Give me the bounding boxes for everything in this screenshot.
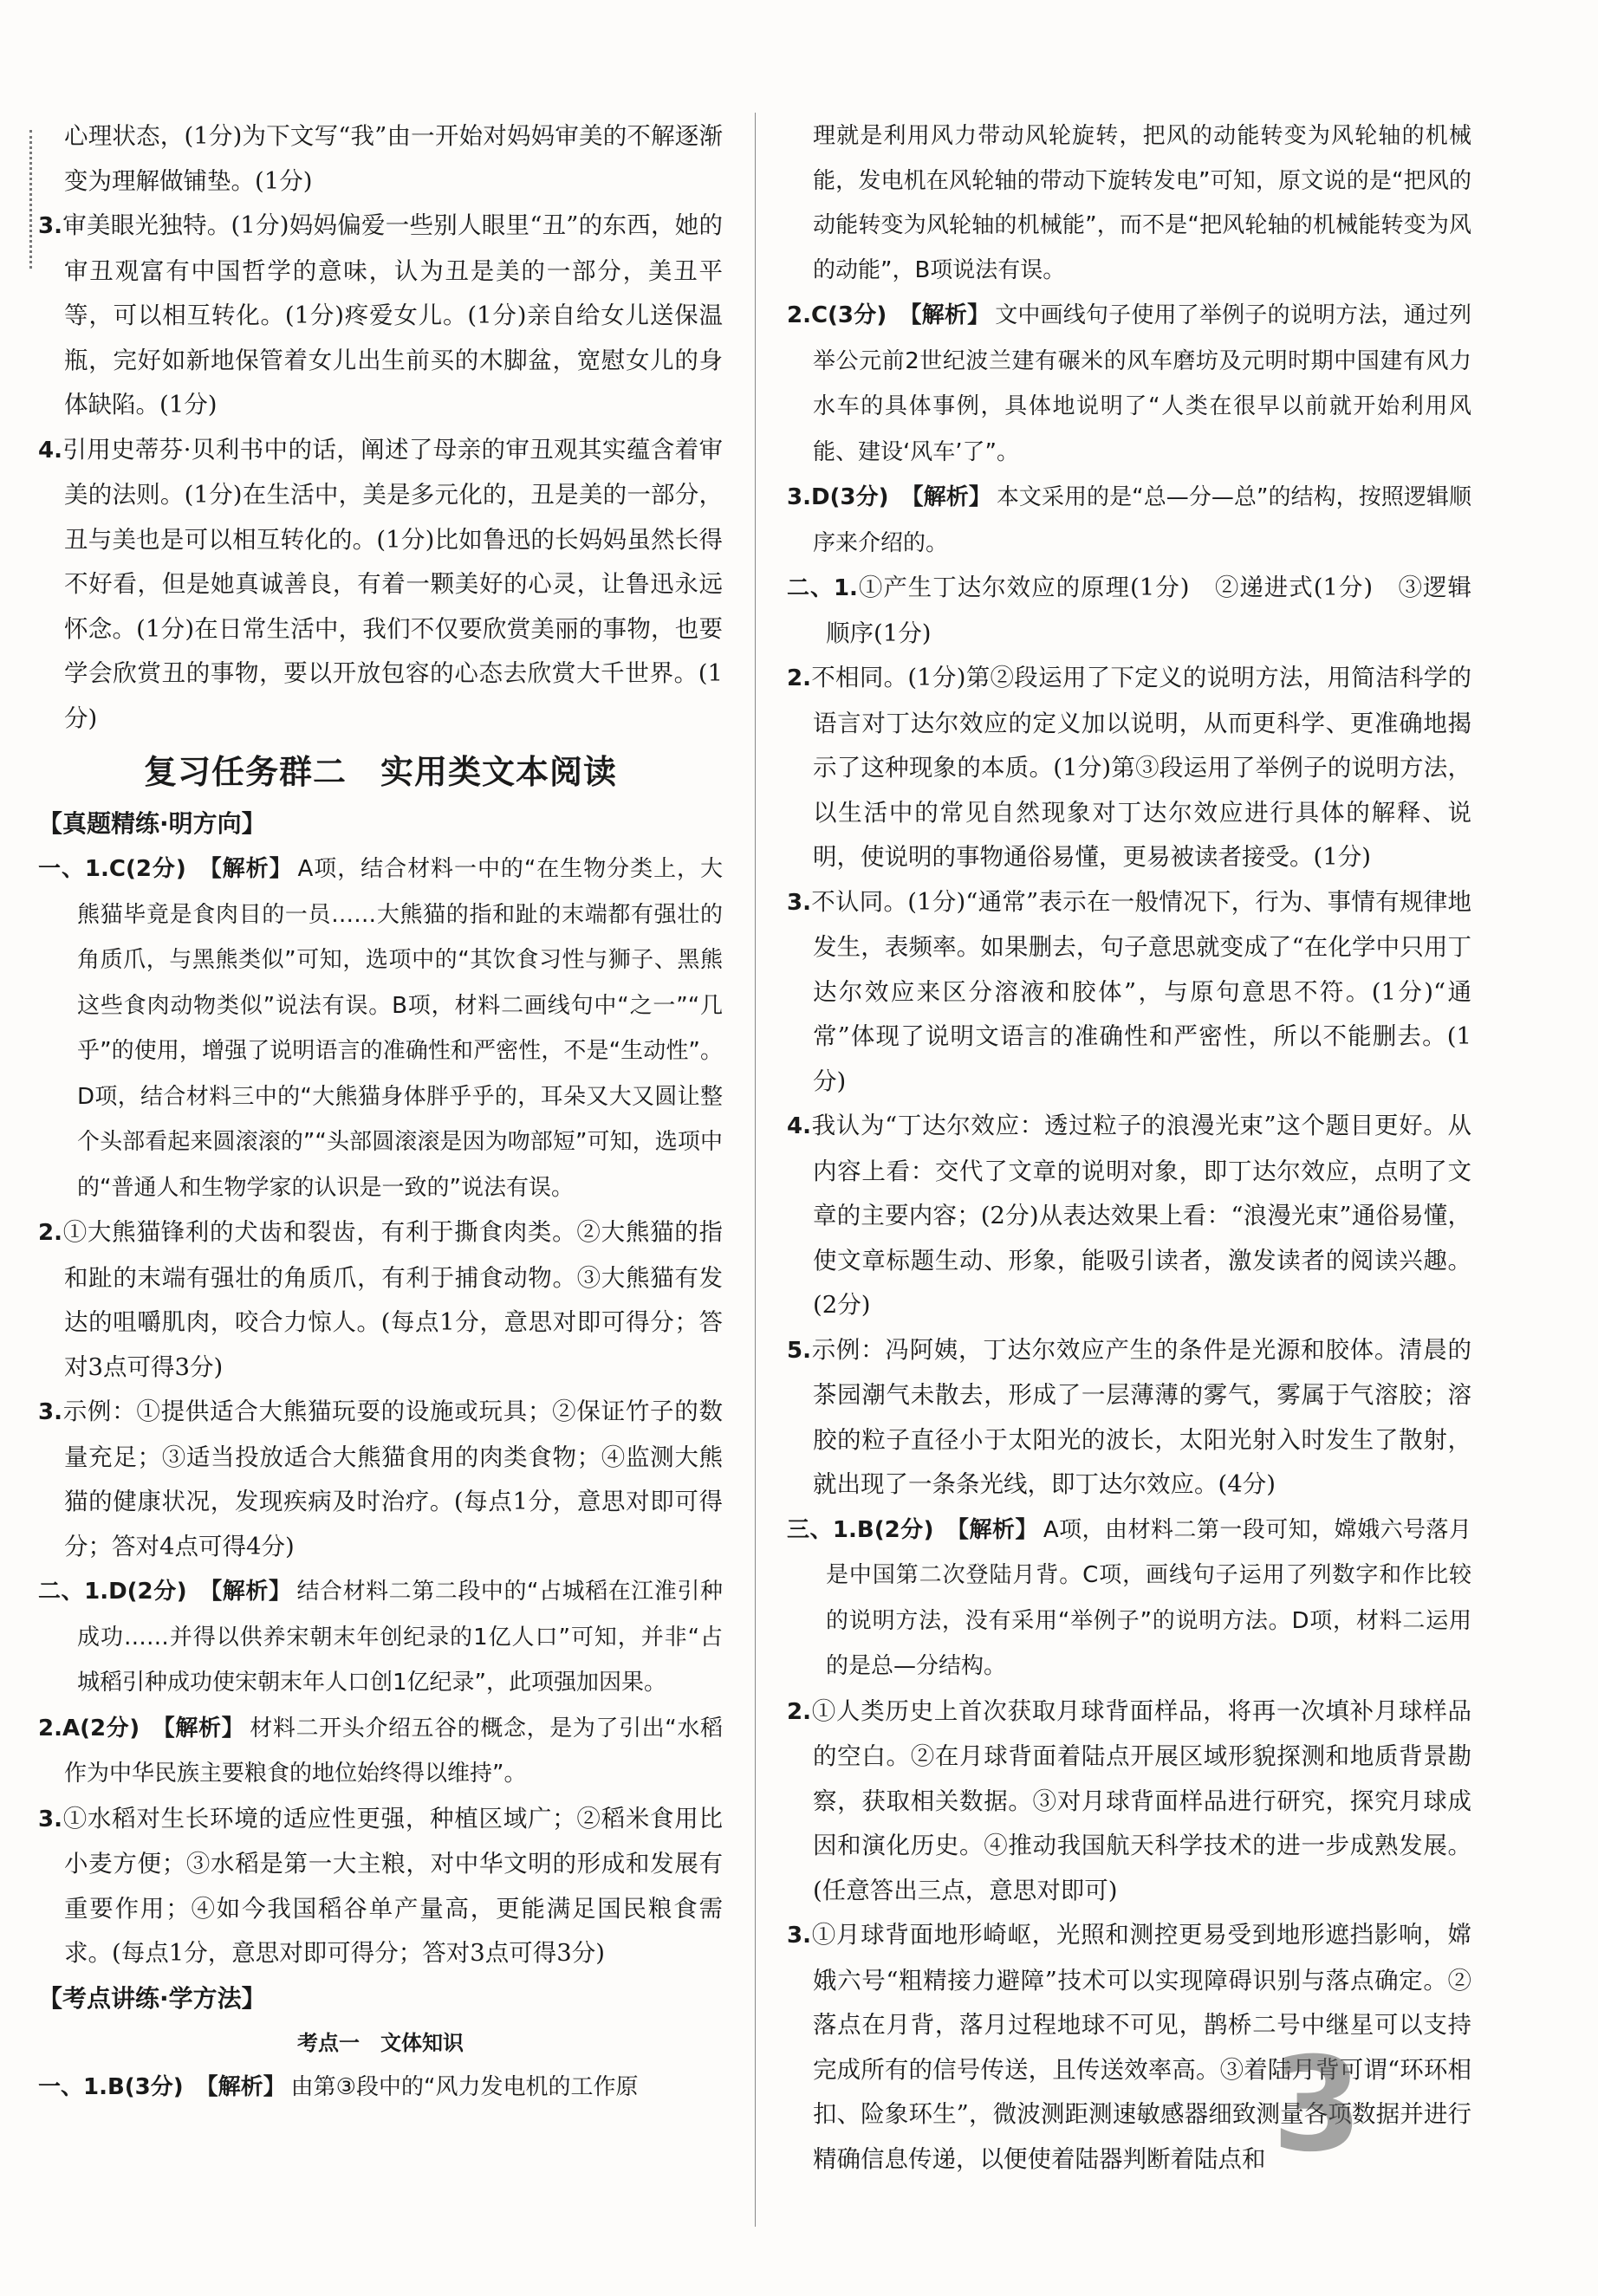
answer-item-k2-4: 4.我认为“丁达尔效应：透过粒子的浪漫光束”这个题目更好。从内容上看：交代了文章的说明对象，即丁达尔效应，点明了文章的主要内容；(2分)从表达效果上看：“浪漫光束”通俗易懂，使文章标题生动、形象，能吸引读者，激发读者的阅读兴趣。(2分) [787, 1112, 1471, 1319]
margin-dotted-rule [29, 130, 32, 269]
answer-item-2-1: 二、1.D(2分) 【解析】 结合材料二第二段中的“占城稻在江淮引种成功……并得以供养宋朝末年创纪录的1亿人口”可知，并非“占城稻引种成功使宋朝末年人口创1亿纪录”，此项强加因果。 [38, 1579, 723, 1696]
answer-item-4: 4.引用史蒂芬·贝利书中的话，阐述了母亲的审丑观其实蕴含着审美的法则。(1分)在生活中，美是多元化的，丑是美的一部分，丑与美也是可以相互转化的。(1分)比如鲁迅的长妈妈虽然长得不好看，但是她真诚善良，有着一颗美好的心灵，让鲁迅永远怀念。(1分)在日常生活中，我们不仅要欣赏美丽的事物，也要学会欣赏丑的事物，要以开放包容的心态去欣赏大千世界。(1分) [38, 435, 723, 732]
answer-item-1-3: 3.示例：①提供适合大熊猫玩耍的设施或玩具；②保证竹子的数量充足；③适当投放适合大熊猫食用的肉类食物；④监测大熊猫的健康状况，发现疾病及时治疗。(每点1分，意思对即可得分；答对4点可得4分) [38, 1398, 723, 1560]
page-number: 3 [1271, 2030, 1363, 2181]
sub-heading-point-one: 考点一 文体知识 [297, 2030, 464, 2055]
answer-paragraph-continued: 理就是利用风力带动风轮旋转，把风的动能转变为风轮轴的机械能，发电机在风轮轴的带动下旋转发电”可知，原文说的是“把风的动能转变为风轮轴的机械能”，而不是“把风轮轴的机械能转变为风的动能”，B项说法有误。 [813, 123, 1471, 283]
right-column [787, 114, 1471, 2182]
answer-item-k2-1: 二、1.①产生丁达尔效应的原理(1分) ②递进式(1分) ③逻辑顺序(1分) [787, 574, 1471, 647]
answer-item-2-3: 3.①水稻对生长环境的适应性更强，种植区域广；②稻米食用比小麦方便；③水稻是第一大主粮，对中华文明的形成和发展有重要作用；④如今我国稻谷单产量高，更能满足国民粮食需求。(每点1分，意思对即可得分；答对3点可得3分) [38, 1804, 723, 1967]
answer-item-k1-3: 3.D(3分) 【解析】 本文采用的是“总—分—总”的结构，按照逻辑顺序来介绍的。 [787, 484, 1471, 556]
answer-item-2-2: 2.A(2分) 【解析】 材料二开头介绍五谷的概念，是为了引出“水稻作为中华民族主要粮食的地位始终得以维持”。 [38, 1715, 723, 1787]
answer-item-1-1: 一、1.C(2分) 【解析】 A项，结合材料一中的“在生物分类上，大熊猫毕竟是食肉目的一员……大熊猫的指和趾的末端都有强壮的角质爪，与黑熊类似”可知，选项中的“其饮食习性与狮子、黑熊这些食肉动物类似”说法有误。B项，材料二画线句中“之一”“几乎”的使用，增强了说明语言的准确性和严密性，不是“生动性”。D项，结合材料三中的“大熊猫身体胖乎乎的，耳朵又大又圆让整个头部看起来圆滚滚的”“头部圆滚滚是因为吻部短”可知，选项中的“普通人和生物学家的认识是一致的”说法有误。 [38, 856, 723, 1201]
answer-item-1-2: 2.①大熊猫锋利的犬齿和裂齿，有利于撕食肉类。②大熊猫的指和趾的末端有强壮的角质爪，有利于捕食动物。③大熊猫有发达的咀嚼肌肉，咬合力惊人。(每点1分，意思对即可得分；答对3点可得3分) [38, 1218, 723, 1381]
column-divider [755, 113, 756, 2227]
answer-item-k3-3: 3.①月球背面地形崎岖，光照和测控更易受到地形遮挡影响，嫦娥六号“粗精接力避障”技术可以实现障碍识别与落点确定。②落点在月背，落月过程地球不可见，鹊桥二号中继星可以支持完成所有的信号传送，且传送效率高。③着陆月背可谓“环环相扣、险象环生”，微波测距测速敏感器细致测量各项数据并进行精确信息传递，以便使着陆器判断着陆点和 [787, 1921, 1471, 2173]
left-column [38, 114, 723, 2110]
answer-item-k3-1: 三、1.B(2分) 【解析】 A项，由材料二第一段可知，嫦娥六号落月是中国第二次登陆月背。C项，画线句子运用了列数字和作比较的说明方法，没有采用“举例子”的说明方法。D项，材料二运用的是总—分结构。 [787, 1516, 1471, 1679]
answer-item-k3-2: 2.①人类历史上首次获取月球背面样品，将再一次填补月球样品的空白。②在月球背面着陆点开展区域形貌探测和地质背景勘察，获取相关数据。③对月球背面样品进行研究，探究月球成因和演化历史。④推动我国航天科学技术的进一步成熟发展。(任意答出三点，意思对即可) [787, 1696, 1471, 1904]
answer-item-3: 3.审美眼光独特。(1分)妈妈偏爱一些别人眼里“丑”的东西，她的审丑观富有中国哲学的意味，认为丑是美的一部分，美丑平等，可以相互转化。(1分)疼爱女儿。(1分)亲自给女儿送保温瓶，完好如新地保管着女儿出生前买的木脚盆，宽慰女儿的身体缺陷。(1分) [38, 211, 723, 418]
answer-item-k2-5: 5.示例：冯阿姨，丁达尔效应产生的条件是光源和胶体。清晨的茶园潮气未散去，形成了一层薄薄的雾气，雾属于气溶胶；溶胶的粒子直径小于太阳光的波长，太阳光射入时发生了散射，就出现了一条条光线，即丁达尔效应。(4分) [787, 1335, 1471, 1498]
answer-item-k1-2: 2.C(3分) 【解析】 文中画线句子使用了举例子的说明方法，通过列举公元前2世纪波兰建有碾米的风车磨坊及元明时期中国建有风力水车的具体事例，具体地说明了“人类在很早以前就开始利用风能、建设‘风车’了”。 [787, 302, 1471, 465]
section-title: 复习任务群二 实用类文本阅读 [143, 753, 617, 791]
answer-item-k2-3: 3.不认同。(1分)“通常”表示在一般情况下，行为、事情有规律地发生，表频率。如果删去，句子意思就变成了“在化学中只用丁达尔效应来区分溶液和胶体”，与原句意思不符。(1分)“通常”体现了说明文语言的准确性和严密性，所以不能删去。(1分) [787, 887, 1471, 1095]
answer-paragraph: 心理状态，(1分)为下文写“我”由一开始对妈妈审美的不解逐渐变为理解做铺垫。(1分) [64, 122, 723, 195]
answer-item-k1-1: 一、1.B(3分) 【解析】 由第③段中的“风力发电机的工作原 [38, 2073, 639, 2100]
section-heading-real-questions: 【真题精练·明方向】 [38, 809, 266, 838]
section-heading-exam-points: 【考点讲练·学方法】 [38, 1983, 266, 2013]
answer-item-k2-2: 2.不相同。(1分)第②段运用了下定义的说明方法，用简洁科学的语言对丁达尔效应的定义加以说明，从而更科学、更准确地揭示了这种现象的本质。(1分)第③段运用了举例子的说明方法，以生活中的常见自然现象对丁达尔效应进行具体的解释、说明，使说明的事物通俗易懂，更易被读者接受。(1分) [787, 664, 1471, 871]
